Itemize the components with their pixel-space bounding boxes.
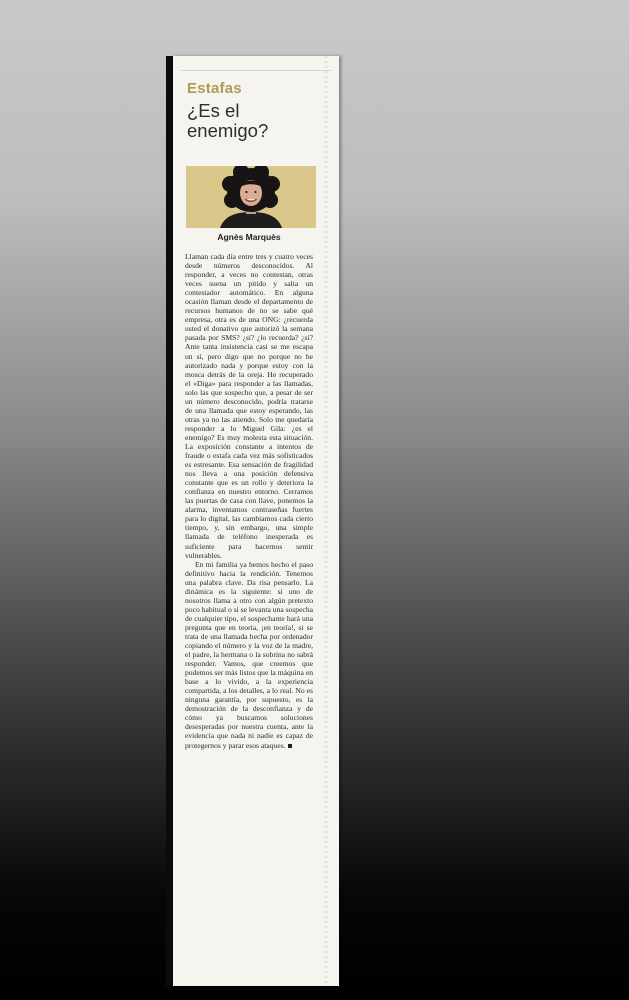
article-paragraph: Llaman cada día entre tres y cuatro veces desde números desconocidos. Al responder, a veces no contestan, otras veces suena un pitido y salta un contestador automático. En alguna ocasión llaman desde el departamento de recursos humanos de no se sabe qué empresa, otra es de una ONG: ¿recuerda usted el donativo que autorizó la semana pasada por SMS? ¿sí? ¿lo recuerda? ¿sí? Ante tanta insistencia casi se me escapa un sí, pero digo que no porque no he autorizado nada y porque estoy con la mosca detrás de la oreja. He recuperado el «Diga» para responder a las llamadas, solo las que sospecho que, a pesar de ser un número desconocido, podría tratarse de una llamada que estoy esperando, las otras ya no las atiendo. Solo me quedaría responder a lo Miguel Gila: ¿es el enemigo? Es muy molesta esta situación. La exposición constante a intentos de fraude o estafa cada vez más sofisticados es estresante. Esa sensación de fragilidad nos lleva a una posición defensiva constante que es un rollo y deteriora la confianza en nuestro entorno. Cerramos las puertas de casa con llave, ponemos la alarma, inventamos contraseñas fuertes para lo digital, las cambiamos cada cierto tiempo, y, sin embargo, una simple llamada de teléfono inesperada es suficiente para hacernos sentir vulnerables. [185,252,313,560]
top-divider [181,70,331,71]
author-portrait-icon [186,166,316,228]
author-byline: Agnès Marquès [217,232,281,242]
article-body [185,252,313,750]
newspaper-clipping [173,56,339,986]
column-rule [324,56,328,986]
article-paragraph [185,560,313,750]
end-of-article-icon [288,744,292,748]
section-label: Estafas [187,80,242,97]
article-paragraph-text: En mi familia ya hemos hecho el paso definitivo hacia la rendición. Tenemos una palabra clave. Da risa pensarlo. La dinámica es la siguiente: si uno de nosotros llama a otro con algún pretexto poco habitual o si se levanta una sospecha de cualquier tipo, el sospechante hará una pregunta que en teoría, ¡en teoría!, si se trata de una llamada hecha por ordenador copiando el número y la voz de la madre, el padre, la hermana o la sobrina no sabrá responder. Vamos, que creemos que podemos ser más listos que la máquina en base a lo vivido, a la experiencia compartida, a los detalles, a lo real. No es ninguna garantía, por supuesto, es la demostración de la desconfianza y de cómo ya buscamos soluciones desesperadas por nuestra cuenta, ante la evidencia que nada ni nadie es capaz de protegernos y parar esos ataques. [185,559,313,750]
article-title: ¿Es el enemigo? [187,100,269,141]
author-photo [186,166,316,228]
